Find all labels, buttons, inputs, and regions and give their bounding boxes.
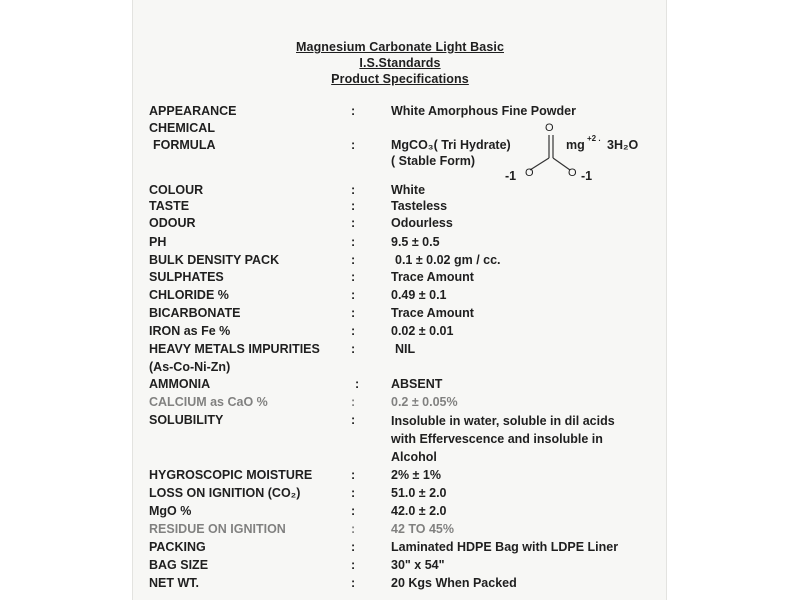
spec-row bbox=[0, 235, 800, 251]
spec-row-appearance bbox=[0, 104, 800, 120]
spec-value: Trace Amount bbox=[391, 306, 474, 320]
spec-label: MgO % bbox=[149, 504, 192, 518]
spec-value: NIL bbox=[395, 342, 416, 356]
separator: : bbox=[351, 235, 356, 249]
separator: : bbox=[351, 540, 356, 554]
separator: : bbox=[351, 199, 356, 213]
spec-value: 0.2 ± 0.05% bbox=[391, 395, 458, 409]
solubility-line: Alcohol bbox=[391, 450, 437, 464]
spec-label: PH bbox=[149, 235, 167, 249]
spec-row bbox=[0, 468, 800, 484]
spec-value: 51.0 ± 2.0 bbox=[391, 486, 447, 500]
separator: : bbox=[351, 504, 356, 518]
solubility-value bbox=[391, 412, 651, 466]
separator: : bbox=[351, 395, 356, 409]
spec-label: IRON as Fe % bbox=[149, 324, 231, 338]
spec-row bbox=[0, 306, 800, 322]
separator: : bbox=[351, 270, 356, 284]
spec-row bbox=[0, 270, 800, 286]
struct-oxygen-left: O bbox=[525, 167, 534, 179]
spec-value: Odourless bbox=[391, 216, 453, 230]
spec-value: 42 TO 45% bbox=[391, 522, 455, 536]
spec-label: HEAVY METALS IMPURITIES bbox=[149, 342, 320, 356]
separator: : bbox=[351, 138, 356, 152]
separator: : bbox=[351, 253, 356, 267]
spec-label: APPEARANCE bbox=[149, 104, 237, 118]
spec-row bbox=[0, 253, 800, 269]
spec-value: White bbox=[391, 183, 426, 197]
solubility-line: with Effervescence and insoluble in bbox=[391, 432, 603, 446]
spec-value: 42.0 ± 2.0 bbox=[391, 504, 447, 518]
spec-label: AMMONIA bbox=[149, 377, 211, 391]
spec-label: ODOUR bbox=[149, 216, 196, 230]
spec-value: 2% ± 1% bbox=[391, 468, 441, 482]
spec-row-chemical-formula bbox=[0, 138, 800, 154]
spec-row bbox=[0, 288, 800, 304]
separator: : bbox=[351, 486, 356, 500]
spec-label: CHLORIDE % bbox=[149, 288, 229, 302]
separator: : bbox=[351, 216, 356, 230]
spec-label: BULK DENSITY PACK bbox=[149, 253, 280, 267]
hydrate-text: 3H₂O bbox=[607, 138, 639, 152]
heavy-metals-sublabel: (As-Co-Ni-Zn) bbox=[149, 360, 231, 374]
spec-label: SOLUBILITY bbox=[149, 413, 224, 427]
spec-value: 0.02 ± 0.01 bbox=[391, 324, 454, 338]
spec-label: PACKING bbox=[149, 540, 206, 554]
ion-text: mg bbox=[566, 138, 585, 152]
spec-value: 20 Kgs When Packed bbox=[391, 576, 517, 590]
spec-value: White Amorphous Fine Powder bbox=[391, 104, 576, 118]
charge-left: -1 bbox=[505, 169, 517, 183]
chemical-label-line1: CHEMICAL bbox=[149, 121, 215, 135]
spec-row bbox=[0, 522, 800, 538]
formula-form: ( Stable Form) bbox=[391, 154, 476, 168]
spec-row bbox=[0, 183, 800, 199]
separator: : bbox=[351, 342, 356, 356]
spec-label: RESIDUE ON IGNITION bbox=[149, 522, 286, 536]
formula-value: MgCO₃( Tri Hydrate) bbox=[391, 138, 511, 152]
spec-value: 0.1 ± 0.02 gm / cc. bbox=[395, 253, 501, 267]
spec-row bbox=[0, 486, 800, 502]
separator: : bbox=[351, 104, 356, 118]
doc-subtitle: Product Specifications bbox=[331, 72, 469, 86]
spec-value: Trace Amount bbox=[391, 270, 474, 284]
spec-label: TASTE bbox=[149, 199, 190, 213]
spec-label: SULPHATES bbox=[149, 270, 224, 284]
spec-row bbox=[0, 504, 800, 520]
separator: : bbox=[351, 558, 356, 572]
spec-row-ammonia bbox=[0, 377, 800, 393]
separator: : bbox=[351, 288, 356, 302]
spec-row bbox=[0, 216, 800, 232]
charge-right: -1 bbox=[581, 169, 593, 183]
spec-value: 30" x 54" bbox=[391, 558, 445, 572]
spec-label: CALCIUM as CaO % bbox=[149, 395, 268, 409]
doc-title: Magnesium Carbonate Light Basic bbox=[296, 40, 504, 54]
separator: : bbox=[351, 522, 356, 536]
spec-row bbox=[0, 576, 800, 592]
separator: : bbox=[355, 377, 360, 391]
spec-label: COLOUR bbox=[149, 183, 204, 197]
spec-row bbox=[0, 540, 800, 556]
spec-value: 0.49 ± 0.1 bbox=[391, 288, 447, 302]
spec-label: LOSS ON IGNITION (CO₂) bbox=[149, 486, 301, 500]
separator: : bbox=[351, 324, 356, 338]
spec-row bbox=[0, 324, 800, 340]
spec-row bbox=[0, 199, 800, 215]
spec-row bbox=[0, 558, 800, 574]
separator: : bbox=[351, 183, 356, 197]
separator: : bbox=[351, 468, 356, 482]
ion-charge: +2 . bbox=[587, 134, 601, 143]
spec-value: Tasteless bbox=[391, 199, 448, 213]
separator: : bbox=[351, 576, 356, 590]
spec-row-calcium bbox=[0, 395, 800, 411]
spec-label: NET WT. bbox=[149, 576, 199, 590]
spec-value: 9.5 ± 0.5 bbox=[391, 235, 440, 249]
chemical-label-line2: FORMULA bbox=[153, 138, 216, 152]
spec-label: HYGROSCOPIC MOISTURE bbox=[149, 468, 313, 482]
spec-row bbox=[0, 342, 800, 358]
solubility-line: Insoluble in water, soluble in dil acids bbox=[391, 414, 615, 428]
struct-oxygen-right: O bbox=[568, 167, 577, 179]
separator: : bbox=[351, 413, 356, 427]
spec-value: Laminated HDPE Bag with LDPE Liner bbox=[391, 540, 619, 554]
spec-label: BAG SIZE bbox=[149, 558, 209, 572]
spec-value: ABSENT bbox=[391, 377, 443, 391]
spec-label: BICARBONATE bbox=[149, 306, 241, 320]
doc-standard: I.S.Standards bbox=[359, 56, 441, 70]
struct-oxygen-top: O bbox=[545, 122, 554, 134]
separator: : bbox=[351, 306, 356, 320]
carbonate-structure-diagram bbox=[500, 120, 620, 190]
